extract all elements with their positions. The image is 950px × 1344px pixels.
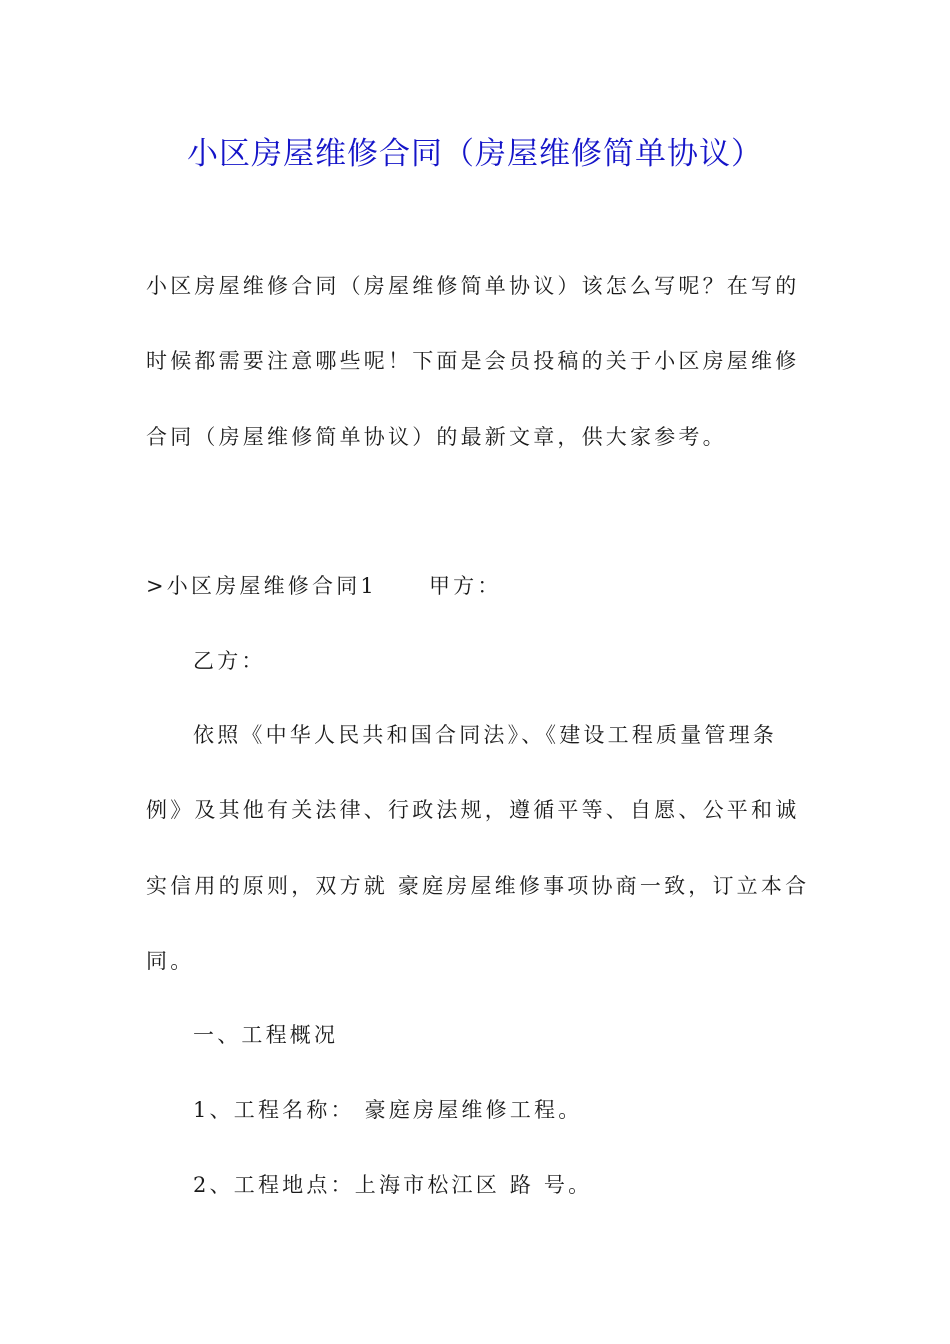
party-b-label: 乙方： [193,649,266,673]
intro-line-1: 小区房屋维修合同（房屋维修简单协议）该怎么写呢？在写的 [146,274,800,298]
body-line-3: 实信用的原则，双方就 豪庭房屋维修事项协商一致，订立本合 [146,874,810,898]
overview-heading: 一、工程概况 [193,1023,339,1047]
item-project-name: 1、工程名称： 豪庭房屋维修工程。 [193,1098,583,1122]
intro-line-3: 合同（房屋维修简单协议）的最新文章，供大家参考。 [146,425,727,449]
section-heading: >小区房屋维修合同1 [146,574,377,598]
body-line-1: 依照《中华人民共和国合同法》、《建设工程质量管理条 [193,723,777,747]
body-line-2: 例》及其他有关法律、行政法规，遵循平等、自愿、公平和诚 [146,798,800,822]
document-title: 小区房屋维修合同（房屋维修简单协议） [187,136,763,172]
item-project-location: 2、工程地点：上海市松江区 路 号。 [193,1173,593,1197]
section-heading-row [146,570,806,600]
body-line-4: 同。 [146,949,195,973]
intro-line-2: 时候都需要注意哪些呢！下面是会员投稿的关于小区房屋维修 [146,349,800,373]
party-a-label: 甲方： [428,574,502,598]
